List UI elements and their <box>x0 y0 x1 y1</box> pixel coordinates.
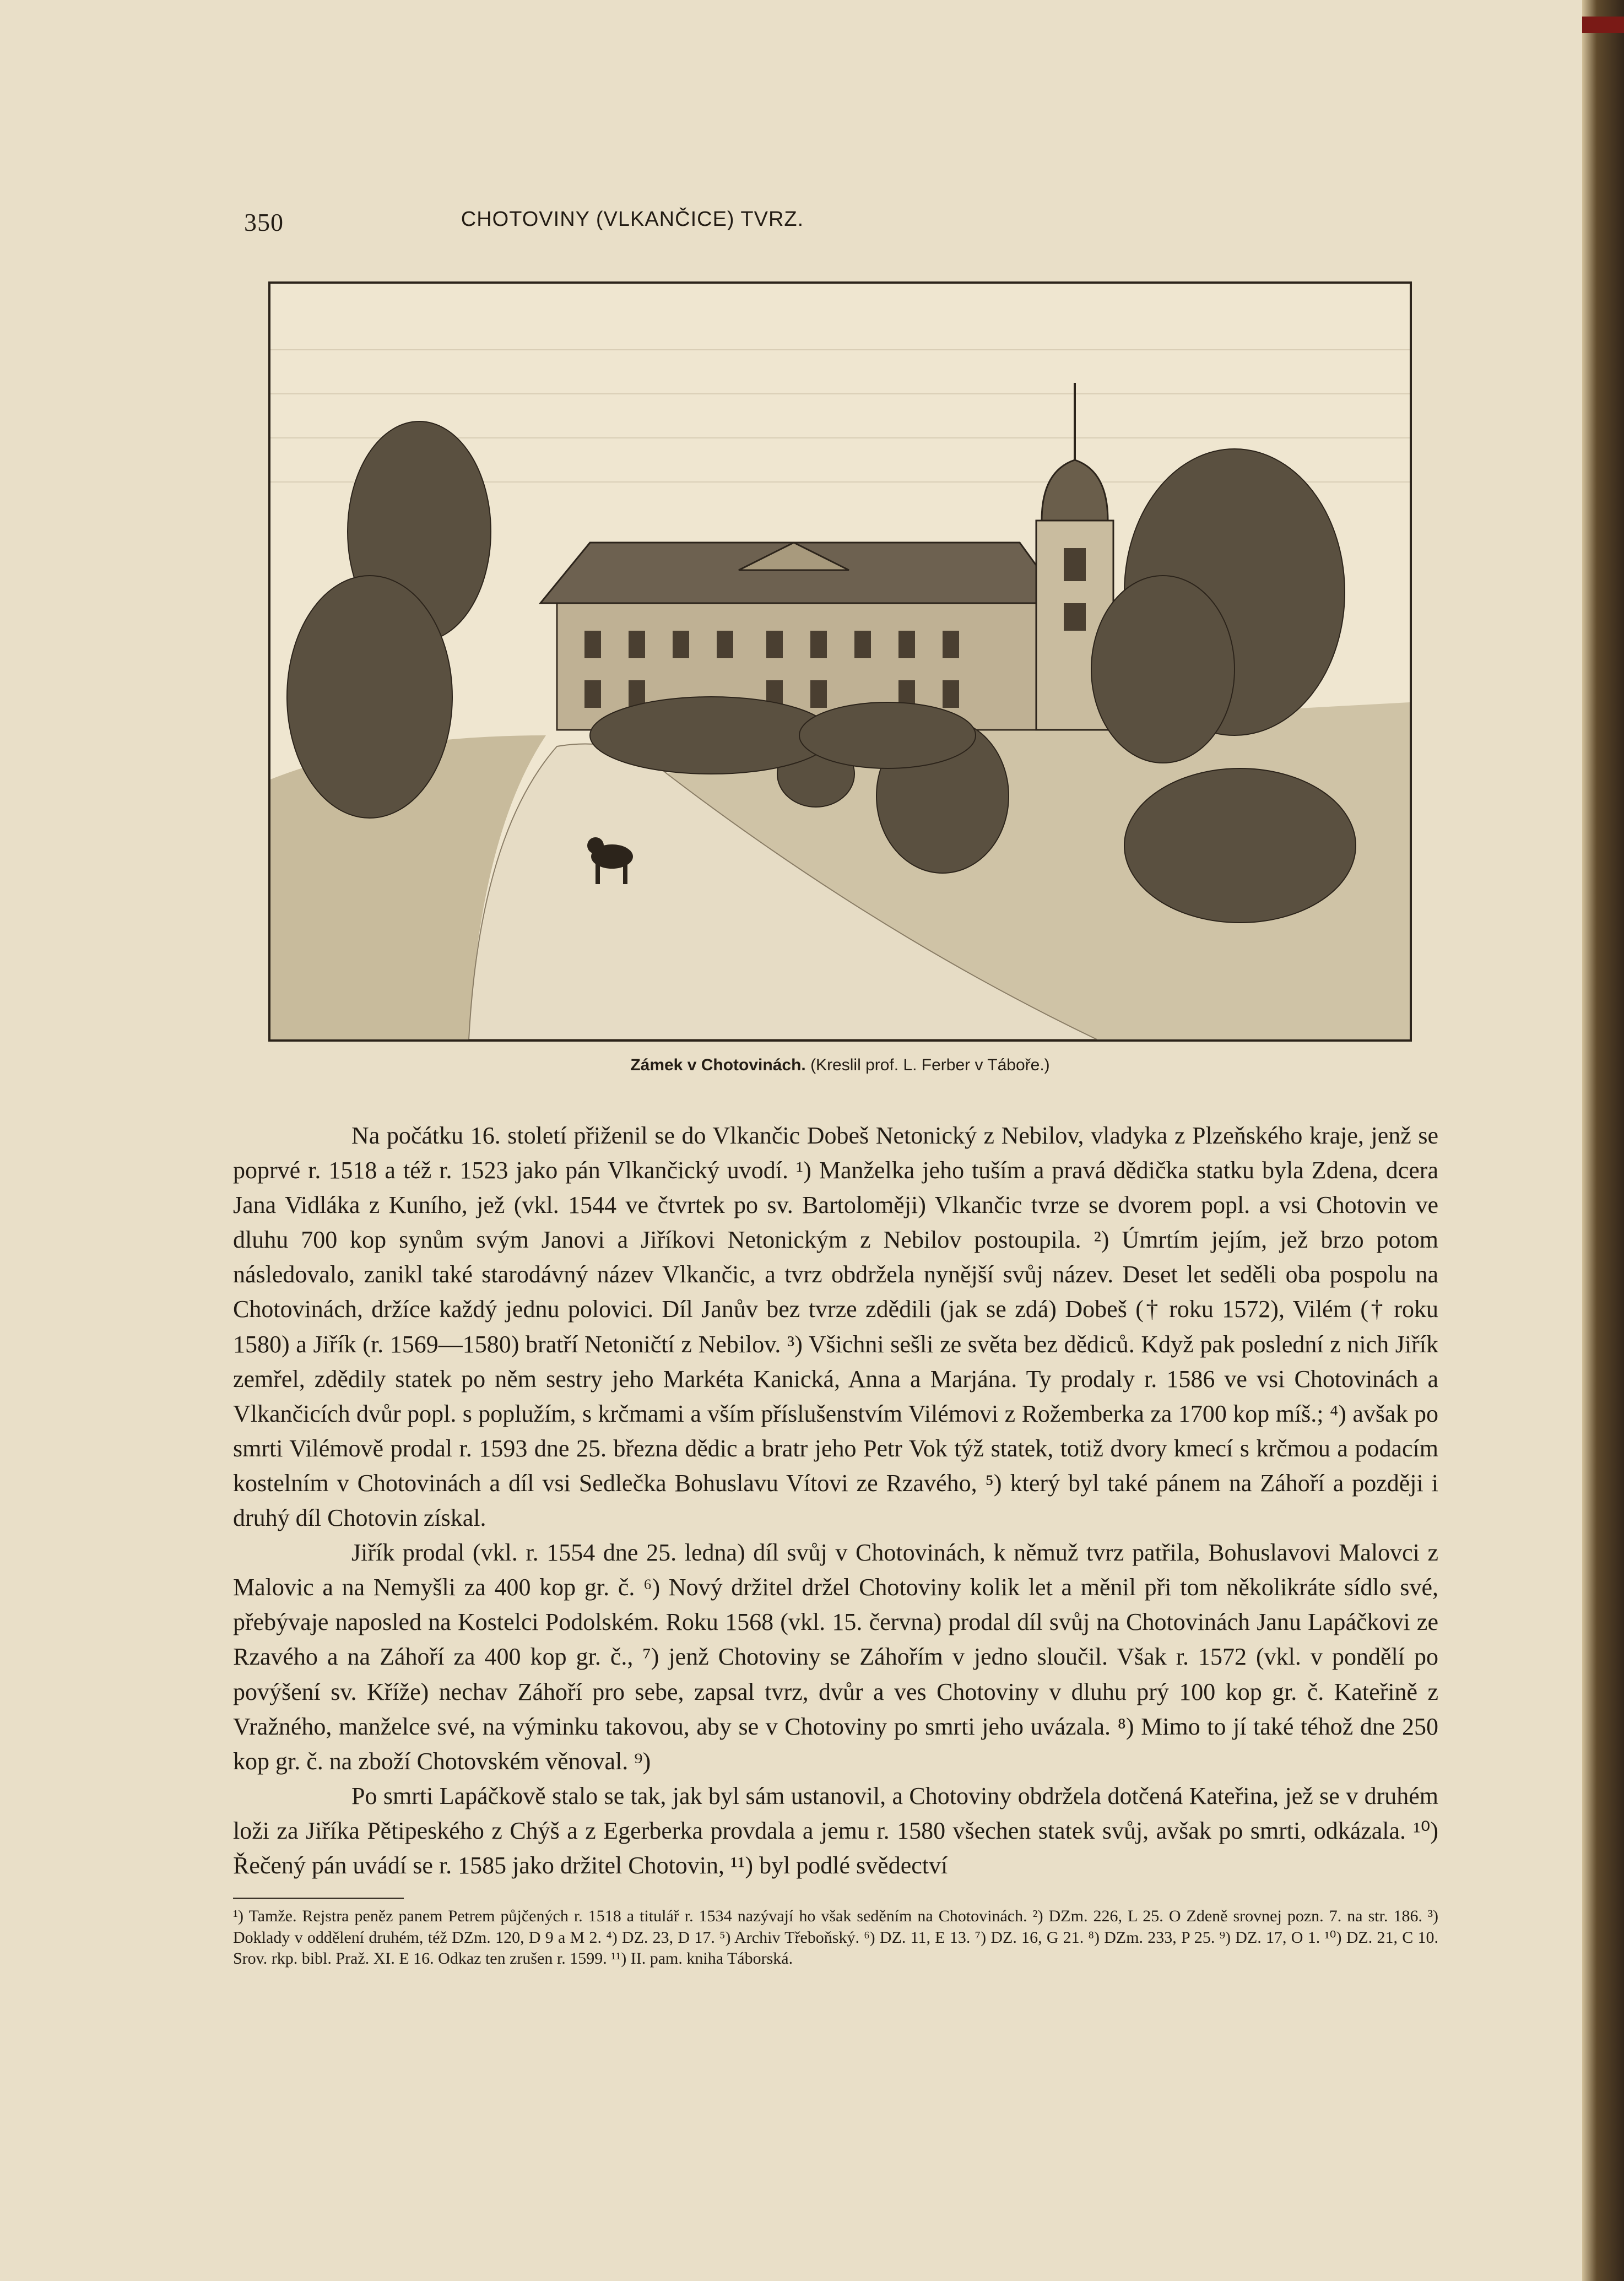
footnote-rule <box>233 1898 404 1899</box>
footnotes-text: ¹) Tamže. Rejstra peněz panem Petrem půjčených r. 1518 a titulář r. 1534 nazývají ho však seděním na Chotovinách. ²) DZm. 226, L 25. O Zdeně srovnej pozn. 7. na str. 186. ³) Doklady v oddělení druhém, též DZm. 120, D 9 a M 2. ⁴) DZ. 23, D 17. ⁵) Archiv Třeboňský. ⁶) DZ. 11, E 13. ⁷) DZ. 16, G 21. ⁸) DZm. 233, P 25. ⁹) DZ. 17, O 1. ¹⁰) DZ. 21, C 10. Srov. rkp. bibl. Praž. XI. E 16. Odkaz ten zrušen r. 1599. ¹¹) II. pam. kniha Táborská. <box>233 1907 1438 1968</box>
spine-bookmark-ribbon <box>1582 17 1624 33</box>
illustration-caption <box>268 1056 1412 1075</box>
caption-title: Zámek v Chotovinách. <box>630 1056 806 1074</box>
body-text <box>233 1118 1438 1883</box>
paragraph-3: Po smrti Lapáčkově stalo se tak, jak byl sám ustanovil, a Chotoviny obdržela dotčená Kateřina, jež se v druhém loži za Jiříka Pětipeského z Chýš a z Egerberka provdala a jemu r. 1580 všechen statek svůj, avšak po smrti, odkázala. ¹⁰) Řečený pán uvádí se r. 1585 jako držitel Chotovin, ¹¹) byl podlé svědectví <box>233 1782 1438 1879</box>
running-title: CHOTOVINY (VLKANČICE) TVRZ. <box>461 208 804 231</box>
book-spine-edge <box>1582 0 1624 2281</box>
caption-credit: (Kreslil prof. L. Ferber v Táboře.) <box>805 1056 1050 1074</box>
paragraph-2: Jiřík prodal (vkl. r. 1554 dne 25. ledna) díl svůj v Chotovinách, k němuž tvrz patřila, Bohuslavovi Malovci z Malovic a na Nemyšli za 400 kop gr. č. ⁶) Nový držitel držel Chotoviny kolik let a měnil při tom několikráte sídlo své, přebývaje naposled na Kostelci Podolském. Roku 1568 (vkl. 15. června) prodal díl svůj na Chotovinách Janu Lapáčkovi ze Rzavého a na Záhoří za 400 kop gr. č., ⁷) jenž Chotoviny se Záhořím v jedno sloučil. Však r. 1572 (vkl. v pondělí po povýšení sv. Kříže) nechav Záhoří pro sebe, zapsal tvrz, dvůr a ves Chotoviny v dluhu prý 100 kop gr. č. Kateřině z Vražného, manželce své, na výminku takovou, aby se v Chotoviny po smrti jeho uvázala. ⁸) Mimo to jí také téhož dne 250 kop gr. č. na zboží Chotovském věnoval. ⁹) <box>233 1539 1438 1775</box>
castle-engraving <box>268 281 1412 1042</box>
paragraph-1: Na počátku 16. století přiženil se do Vlkančic Dobeš Netonický z Nebilov, vladyka z Plzeňského kraje, jenž se poprvé r. 1518 a též r. 1523 jako pán Vlkančický uvodí. ¹) Manželka jeho tuším a pravá dědička statku byla Zdena, dcera Jana Vidláka z Kuního, jež (vkl. 1544 ve čtvrtek po sv. Bartoloměji) Vlkančic tvrze se dvorem popl. a vsi Chotovin ve dluhu 700 kop synům svým Janovi a Jiříkovi Netonickým z Nebilov postoupila. ²) Úmrtím jejím, jež brzo potom následovalo, zanikl také starodávný název Vlkančic, a tvrz obdržela nynější svůj název. Deset let seděli oba pospolu na Chotovinách, držíce každý jednu polovici. Díl Janův bez tvrze zdědili (jak se zdá) Dobeš († roku 1572), Vilém († roku 1580) a Jiřík (r. 1569—1580) bratří Netoničtí z Nebilov. ³) Všichni sešli ze světa bez dědiců. Když pak poslední z nich Jiřík zemřel, zdědily statek po něm sestry jeho Markéta Kanická, Anna a Marjána. Ty prodaly r. 1586 ve vsi Chotovinách a Vlkančicích dvůr popl. s poplužím, s krčmami a vším příslušenstvím Vilémovi z Rožemberka za 1700 kop míš.; ⁴) avšak po smrti Vilémově prodal r. 1593 dne 25. března dědic a bratr jeho Petr Vok týž statek, totiž dvory kmecí s krčmou a podacím kostelním v Chotovinách a díl vsi Sedlečka Bohuslavu Vítovi ze Rzavého, ⁵) který byl také pánem na Záhoří a později i druhý díl Chotovin získal. <box>233 1122 1438 1532</box>
page-number: 350 <box>244 208 284 236</box>
running-header <box>244 208 1021 241</box>
footnotes <box>233 1906 1438 1970</box>
engraving-drawing <box>270 284 1410 1039</box>
